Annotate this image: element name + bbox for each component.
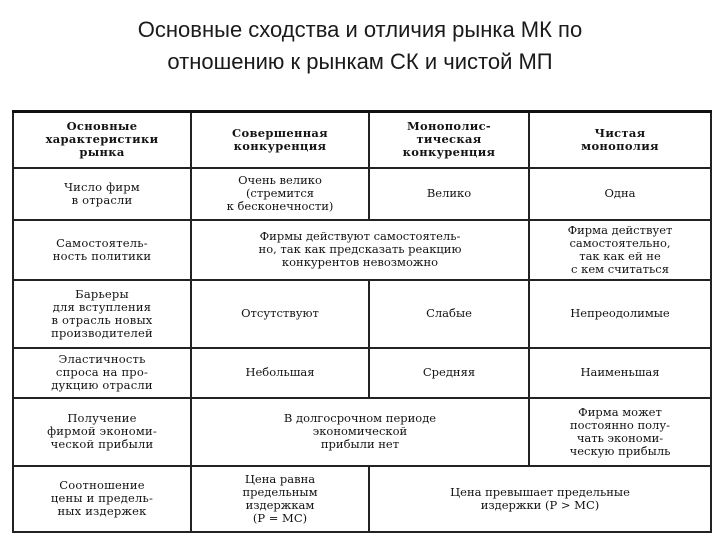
cell-perfect: Цена равна предельным издержкам (P = MC) [191, 466, 369, 532]
cell-perfect: Отсутствуют [191, 280, 369, 348]
cell-monopolistic-monopoly: Цена превышает предельные издержки (P > MC) [369, 466, 711, 532]
row-label-demand-elasticity: Эластичность спроса на про- дукцию отрасли [13, 348, 191, 398]
header-characteristics: Основные характеристики рынка [13, 112, 191, 168]
slide-title: Основные сходства и отличия рынка МК по отношению к рынкам СК и чистой МП [137, 17, 583, 74]
row-label-economic-profit: Получение фирмой экономи- ческой прибыли [13, 398, 191, 466]
cell-perfect: Очень велико (стремится к бесконечности) [191, 168, 369, 220]
table-row [13, 220, 711, 280]
cell-perfect: Небольшая [191, 348, 369, 398]
header-monopolistic-competition: Монополис- тическая конкуренция [369, 112, 529, 168]
row-label-firms-count: Число фирм в отрасли [13, 168, 191, 220]
header-pure-monopoly: Чистая монополия [529, 112, 711, 168]
row-label-entry-barriers: Барьеры для вступления в отрасль новых производителей [13, 280, 191, 348]
comparison-table [12, 110, 712, 533]
table-row [13, 348, 711, 398]
table-row [13, 280, 711, 348]
cell-monopoly: Фирма действует самостоятельно, так как ей не с кем считаться [529, 220, 711, 280]
cell-monopoly: Фирма может постоянно полу- чать экономи- ческую прибыль [529, 398, 711, 466]
cell-monopolistic: Велико [369, 168, 529, 220]
table-row [13, 398, 711, 466]
table-row [13, 466, 711, 532]
cell-perfect-monopolistic: В долгосрочном периоде экономической прибыли нет [191, 398, 529, 466]
table-row [13, 168, 711, 220]
cell-monopoly: Наименьшая [529, 348, 711, 398]
cell-monopolistic: Средняя [369, 348, 529, 398]
cell-monopoly: Одна [529, 168, 711, 220]
cell-monopolistic: Слабые [369, 280, 529, 348]
header-perfect-competition: Совершенная конкуренция [191, 112, 369, 168]
table-header-row [13, 112, 711, 168]
row-label-policy-independence: Самостоятель- ность политики [13, 220, 191, 280]
cell-monopoly: Непреодолимые [529, 280, 711, 348]
cell-perfect-monopolistic: Фирмы действуют самостоятель- но, так как предсказать реакцию конкурентов невозможно [191, 220, 529, 280]
row-label-price-marginal-cost: Соотношение цены и предель- ных издержек [13, 466, 191, 532]
